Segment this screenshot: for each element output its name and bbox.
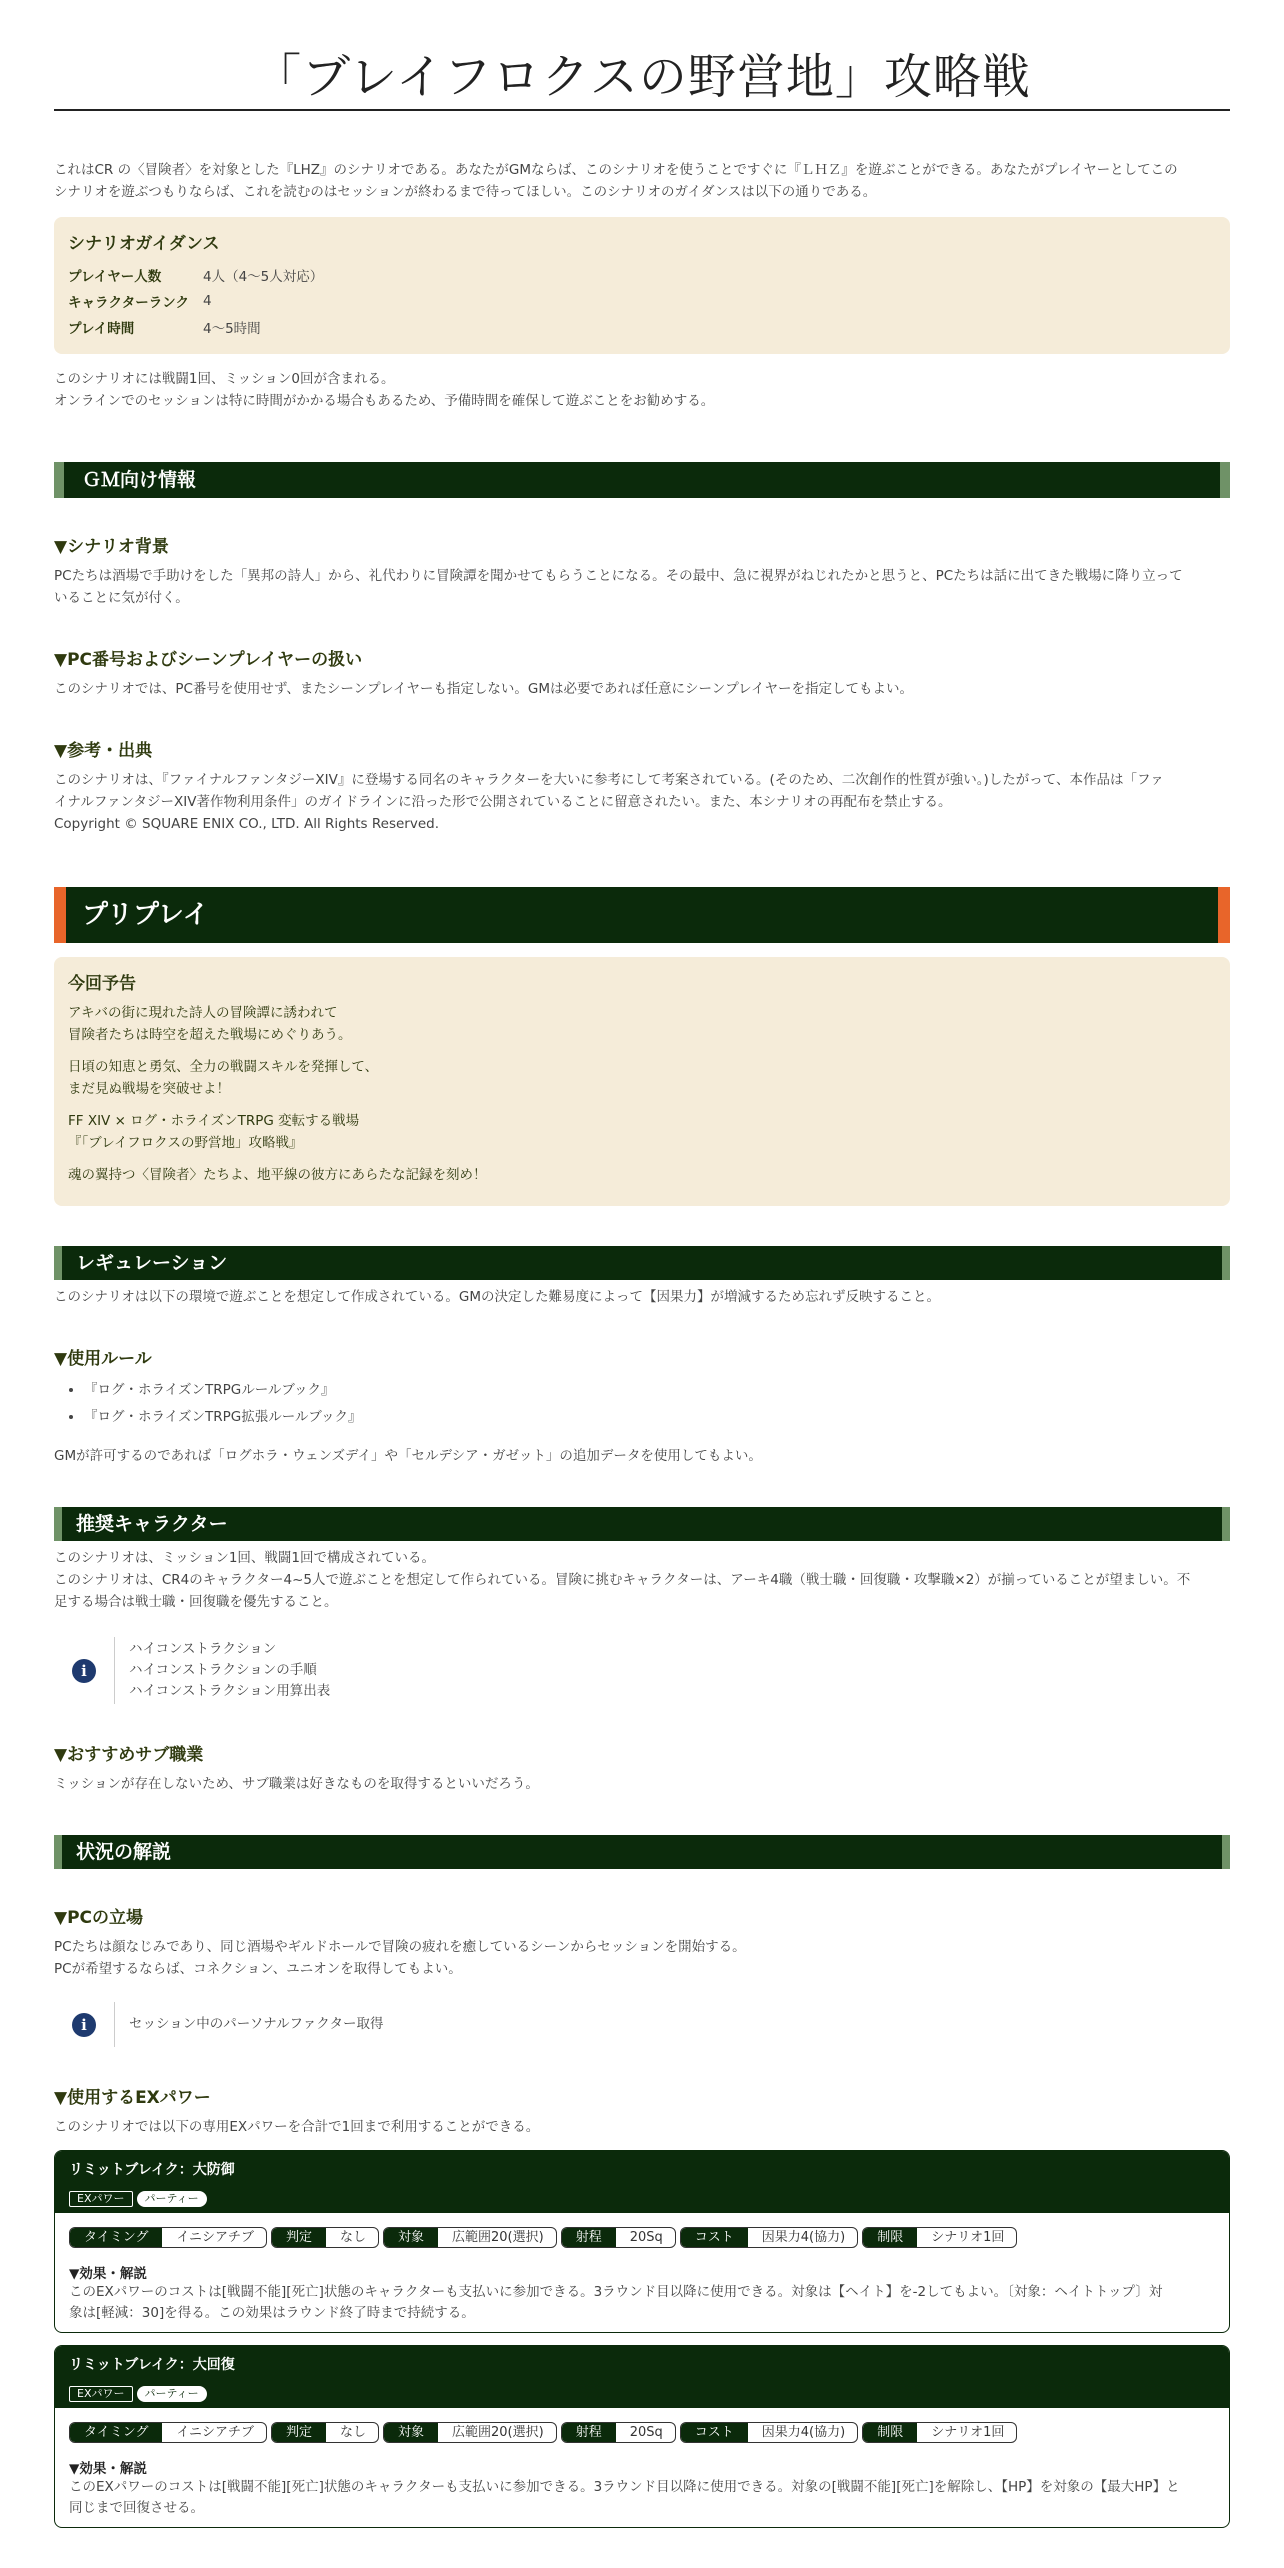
text-line: いることに気が付く。 <box>54 590 189 606</box>
stat-key: コスト <box>681 2228 748 2247</box>
info-item: セッション中のパーソナルファクター取得 <box>129 2016 384 2032</box>
subheading-reference: ▼参考・出典 <box>54 741 153 761</box>
card-tags <box>69 2187 1215 2207</box>
text-line: 『「ブレイフロクスの野営地」攻略戦』 <box>68 1135 303 1151</box>
subheading-ex-power: ▼使用するEXパワー <box>54 2088 211 2108</box>
note-line: オンラインでのセッションは特に時間がかかる場合もあるため、予備時間を確保して遊ぶことをお勧めする。 <box>54 393 715 409</box>
preview-paragraph <box>68 1056 1216 1100</box>
section-heading-situation: 状況の解説 <box>54 1835 1230 1869</box>
subheading-background: ▼シナリオ背景 <box>54 537 169 557</box>
stat-value: なし <box>339 2230 366 2245</box>
text-line: このシナリオは、『ファイナルファンタジーXIV』に登場する同名のキャラクターを大いに参考にして考案されている。(そのため、二次創作的性質が強い。)したがって、本作品は「ファ <box>54 772 1164 788</box>
text-line: アキバの街に現れた詩人の冒険譚に誘われて <box>68 1005 338 1021</box>
subheading-subclass: ▼おすすめサブ職業 <box>54 1745 204 1765</box>
guidance-heading: シナリオガイダンス <box>68 234 220 254</box>
card-body <box>55 2213 1229 2332</box>
pc-position-text <box>54 1936 1230 1980</box>
subheading-pc-position: ▼PCの立場 <box>54 1908 144 1928</box>
text-line: 象は[軽減：30]を得る。この効果はラウンド終了時まで持続する。 <box>69 2305 475 2321</box>
text-line: 魂の翼持つ〈冒険者〉たちよ、地平線の彼方にあらたな記録を刻め！ <box>68 1167 487 1183</box>
info-box <box>54 1637 1230 1704</box>
card-body <box>55 2408 1229 2527</box>
stat-chip <box>271 2227 379 2248</box>
stat-key: 射程 <box>562 2423 616 2442</box>
preview-paragraph <box>68 1002 1216 1046</box>
guidance-row <box>68 262 323 288</box>
stat-value: シナリオ1回 <box>931 2425 1005 2440</box>
info-item: ハイコンストラクション <box>129 1641 277 1657</box>
card-name: リミットブレイク：大回復 <box>69 2357 235 2373</box>
text-line: PCたちは酒場で手助けをした「異邦の詩人」から、礼代わりに冒険譚を聞かせてもらうことになる。その最中、急に視界がねじれたかと思うと、PCたちは話に出てきた戦場に降り立って <box>54 568 1183 584</box>
guidance-value: 4～5時間 <box>203 321 261 337</box>
card-header <box>55 2346 1229 2408</box>
section-heading-gm: ＧＭ向け情報 <box>54 462 1230 498</box>
stat-key: タイミング <box>70 2423 162 2442</box>
text-line: このEXパワーのコストは[戦闘不能][死亡]状態のキャラクターも支払いに参加できる。3ラウンド目以降に使用できる。対象は【ヘイト】を-2してもよい。〔対象：ヘイトトップ〕対 <box>69 2284 1163 2300</box>
text-line: 日頃の知恵と勇気、全力の戦闘スキルを発揮して、 <box>68 1059 379 1075</box>
stat-key: 制限 <box>863 2423 917 2442</box>
card-stats <box>69 2422 1215 2443</box>
intro-text <box>54 159 1230 203</box>
text-line: 同じまで回復させる。 <box>69 2500 204 2516</box>
info-icon: i <box>72 1659 96 1683</box>
stat-chip <box>862 2227 1017 2248</box>
info-icon-wrap <box>54 2013 114 2037</box>
section-heading-regulation: レギュレーション <box>54 1246 1230 1280</box>
info-body <box>114 2002 383 2047</box>
card-stats <box>69 2227 1215 2248</box>
preview-heading: 今回予告 <box>68 974 136 994</box>
stat-key: タイミング <box>70 2228 162 2247</box>
text-line: PCたちは顔なじみであり、同じ酒場やギルドホールで冒険の疲れを癒しているシーンからセッションを開始する。 <box>54 1939 746 1955</box>
page-title: 「ブレイフロクスの野営地」攻略戦 <box>54 0 1230 111</box>
text-line: イナルファンタジーXIV著作物利用条件」のガイドラインに沿った形で公開されていることに留意されたい。また、本シナリオの再配布を禁止する。 <box>54 794 952 810</box>
list-item: • 『ログ・ホライズンTRPG拡張ルールブック』 <box>84 1404 1230 1431</box>
stat-chip <box>561 2422 676 2443</box>
guidance-row <box>68 288 323 314</box>
tag-badge: パーティー <box>137 2386 207 2402</box>
info-icon-wrap <box>54 1659 114 1683</box>
stat-value: 広範囲20(選択) <box>452 2425 544 2440</box>
stat-key: 対象 <box>384 2228 438 2247</box>
guidance-key: キャラクターランク <box>68 295 189 311</box>
recommend-text <box>54 1547 1230 1613</box>
pc-number-text: このシナリオでは、PC番号を使用せず、またシーンプレイヤーも指定しない。GMは必要であれば任意にシーンプレイヤーを指定してもよい。 <box>54 681 913 697</box>
regulation-text: このシナリオは以下の環境で遊ぶことを想定して作成されている。GMの決定した難易度によって【因果力】が増減するため忘れず反映すること。 <box>54 1289 940 1305</box>
stat-chip <box>561 2227 676 2248</box>
guidance-key: プレイ時間 <box>68 321 135 337</box>
guidance-table <box>68 262 323 340</box>
note-line: このシナリオには戦闘1回、ミッション0回が含まれる。 <box>54 371 395 387</box>
stat-chip <box>383 2227 557 2248</box>
copyright-line: Copyright © SQUARE ENIX CO., LTD. All Rights Reserved. <box>54 816 440 832</box>
stat-value: イニシアチブ <box>176 2425 254 2440</box>
stat-chip <box>680 2422 858 2443</box>
stat-value: 因果力4(協力) <box>761 2425 846 2440</box>
info-item: ハイコンストラクション用算出表 <box>129 1683 331 1699</box>
stat-value: なし <box>339 2425 366 2440</box>
preview-paragraph <box>68 1110 1216 1154</box>
stat-key: 対象 <box>384 2423 438 2442</box>
reference-text <box>54 769 1230 835</box>
section-heading-preplay: プリプレイ <box>54 887 1230 943</box>
guidance-value: 4人（4～5人対応） <box>203 269 324 285</box>
guidance-box <box>54 217 1230 354</box>
effect-text <box>69 2282 1215 2324</box>
guidance-value: 4 <box>203 293 212 309</box>
info-item: ハイコンストラクションの手順 <box>129 1662 317 1678</box>
intro-line: これはCR の〈冒険者〉を対象とした『LHZ』のシナリオである。あなたがGMならば、このシナリオを使うことですぐに『ＬＨＺ』を遊ぶことができる。あなたがプレイヤーとしてこの <box>54 162 1178 178</box>
effect-text <box>69 2477 1215 2519</box>
card-header <box>55 2151 1229 2213</box>
text-line: このシナリオは、CR4のキャラクター4~5人で遊ぶことを想定して作られている。冒険に挑むキャラクターは、アーキ4職（戦士職・回復職・攻撃職×2）が揃っていることが望ましい。不 <box>54 1572 1191 1588</box>
stat-value: 20Sq <box>629 2425 663 2440</box>
rules-list <box>54 1377 1230 1431</box>
subheading-rules: ▼使用ルール <box>54 1349 152 1369</box>
section-heading-recommend: 推奨キャラクター <box>54 1507 1230 1541</box>
tag-badge: EXパワー <box>69 2191 133 2207</box>
preview-paragraph <box>68 1164 1216 1186</box>
subheading-pc-number: ▼PC番号およびシーンプレイヤーの扱い <box>54 650 363 670</box>
stat-key: 制限 <box>863 2228 917 2247</box>
info-body <box>114 1637 330 1704</box>
stat-value: 20Sq <box>629 2230 663 2245</box>
preview-box <box>54 957 1230 1206</box>
effect-heading: ▼効果・解説 <box>69 2461 147 2477</box>
stat-value: イニシアチブ <box>176 2230 254 2245</box>
stat-chip <box>862 2422 1017 2443</box>
background-text <box>54 565 1230 609</box>
stat-chip <box>69 2227 267 2248</box>
intro-line: シナリオを遊ぶつもりならば、これを読むのはセッションが終わるまで待ってほしい。このシナリオのガイダンスは以下の通りである。 <box>54 184 877 200</box>
text-line: FF XIV × ログ・ホライズンTRPG 変転する戦場 <box>68 1113 360 1129</box>
stat-chip <box>271 2422 379 2443</box>
stat-key: 射程 <box>562 2228 616 2247</box>
text-line: PCが希望するならば、コネクション、ユニオンを取得してもよい。 <box>54 1961 462 1977</box>
tag-badge: EXパワー <box>69 2386 133 2402</box>
text-line: このEXパワーのコストは[戦闘不能][死亡]状態のキャラクターも支払いに参加できる。3ラウンド目以降に使用できる。対象の[戦闘不能][死亡]を解除し、【HP】を対象の【最大HP】と <box>69 2479 1180 2495</box>
ex-power-text: このシナリオでは以下の専用EXパワーを合計で1回まで利用することができる。 <box>54 2119 540 2135</box>
stat-value: 広範囲20(選択) <box>452 2230 544 2245</box>
stat-key: コスト <box>681 2423 748 2442</box>
guidance-key: プレイヤー人数 <box>68 269 162 285</box>
ex-power-card <box>54 2345 1230 2528</box>
effect-heading: ▼効果・解説 <box>69 2266 147 2282</box>
stat-value: 因果力4(協力) <box>761 2230 846 2245</box>
stat-chip <box>69 2422 267 2443</box>
info-box <box>54 2002 1230 2047</box>
stat-key: 判定 <box>272 2423 326 2442</box>
stat-key: 判定 <box>272 2228 326 2247</box>
stat-chip <box>383 2422 557 2443</box>
list-item: • 『ログ・ホライズンTRPGルールブック』 <box>84 1377 1230 1404</box>
text-line: 足する場合は戦士職・回復職を優先すること。 <box>54 1594 338 1610</box>
info-icon: i <box>72 2013 96 2037</box>
text-line: まだ見ぬ戦場を突破せよ！ <box>68 1081 230 1097</box>
tag-badge: パーティー <box>137 2191 207 2207</box>
text-line: 冒険者たちは時空を超えた戦場にめぐりあう。 <box>68 1027 352 1043</box>
card-tags <box>69 2382 1215 2402</box>
ex-power-card <box>54 2150 1230 2333</box>
stat-chip <box>680 2227 858 2248</box>
session-note <box>54 368 1230 412</box>
subclass-text: ミッションが存在しないため、サブ職業は好きなものを取得するといいだろう。 <box>54 1776 539 1792</box>
guidance-row <box>68 314 323 340</box>
text-line: このシナリオは、ミッション1回、戦闘1回で構成されている。 <box>54 1550 436 1566</box>
regulation-note: GMが許可するのであれば「ログホラ・ウェンズデイ」や「セルデシア・ガゼット」の追加データを使用してもよい。 <box>54 1448 762 1464</box>
card-name: リミットブレイク：大防御 <box>69 2162 235 2178</box>
stat-value: シナリオ1回 <box>931 2230 1005 2245</box>
